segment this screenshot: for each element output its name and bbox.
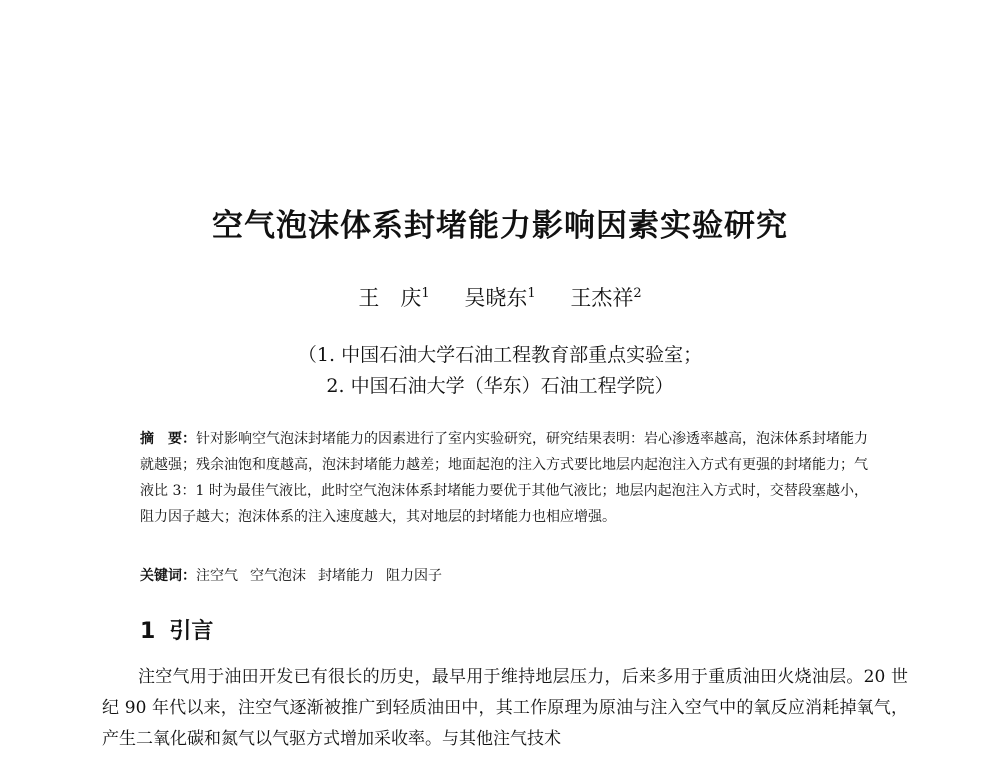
author [358,282,429,312]
section-number: 1 [140,619,156,644]
author [570,282,641,312]
affiliation-line: 2. 中国石油大学（华东）石油工程学院） [326,375,674,397]
abstract-text: 针对影响空气泡沫封堵能力的因素进行了室内实验研究，研究结果表明：岩心渗透率越高，泡沫体系封堵能力就越强；残余油饱和度越高，泡沫封堵能力越差；地面起泡的注入方式要比地层内起泡注入方式有更强的封堵能力；气液比 3：1 时为最佳气液比，此时空气泡沫体系封堵能力要优于其他气液比；地层内起泡注入方式时，交替段塞越小，阻力因子越大；泡沫体系的注入速度越大，其对地层的封堵能力也相应增强。 [140,431,868,525]
author-name: 王 庆 [358,286,422,310]
section-heading [140,614,213,645]
keywords-label: 关键词： [140,568,196,584]
affiliation-mark: 1 [527,286,536,301]
affiliation-mark: 1 [421,286,430,301]
abstract-label: 摘 要： [140,431,196,447]
author-name: 王杰祥 [570,286,634,310]
keyword: 阻力因子 [386,568,442,584]
affiliation-line: （1. 中国石油大学石油工程教育部重点实验室； [297,344,703,366]
body-paragraph: 注空气用于油田开发已有很长的历史，最早用于维持地层压力，后来多用于重质油田火烧油层。20 世纪 90 年代以来，注空气逐渐被推广到轻质油田中，其工作原理为原油与注入空气中的氧反应消耗掉氧气，产生二氧化碳和氮气以气驱方式增加采收率。与其他注气技术 [102,667,908,749]
keywords [140,565,868,585]
author-name: 吴晓东 [464,286,528,310]
section-title: 引言 [169,619,214,644]
keyword: 空气泡沫 [250,568,306,584]
keyword: 封堵能力 [318,568,374,584]
paper-title: 空气泡沫体系封堵能力影响因素实验研究 [212,208,788,244]
author-list [0,282,1000,312]
abstract [140,426,868,530]
author [464,282,535,312]
affiliation-mark: 2 [633,286,642,301]
keyword: 注空气 [196,568,238,584]
